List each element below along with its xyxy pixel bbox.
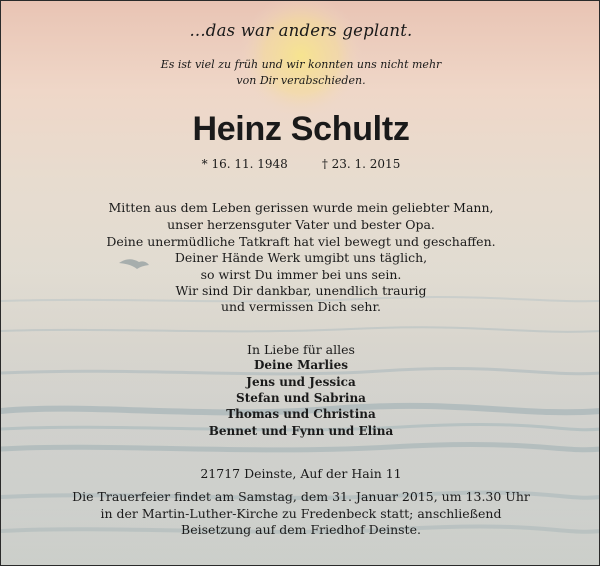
funeral-info-line: Beisetzung auf dem Friedhof Deinste.: [181, 522, 421, 537]
opening-line: ...das war anders geplant.: [189, 21, 413, 40]
funeral-info-line: in der Martin-Luther-Kirche zu Fredenbeck statt; anschließend: [100, 506, 502, 521]
poem-line: Wir sind Dir dankbar, unendlich traurig: [175, 283, 427, 298]
signature-name: Jens und Jessica: [246, 375, 356, 389]
poem-line: so wirst Du immer bei uns sein.: [200, 267, 402, 282]
signature-name: Thomas und Christina: [226, 407, 376, 421]
poem-line: und vermissen Dich sehr.: [220, 299, 382, 314]
family-address: 21717 Deinste, Auf der Hain 11: [200, 466, 402, 481]
signature-name: Deine Marlies: [253, 358, 349, 372]
poem-line: Deiner Hände Werk umgibt uns täglich,: [174, 250, 428, 265]
birth-date: * 16. 11. 1948: [201, 157, 288, 171]
signature-name: Bennet und Fynn und Elina: [208, 424, 394, 438]
poem-line: Mitten aus dem Leben gerissen wurde mein geliebter Mann,: [108, 200, 494, 215]
signature-intro: In Liebe für alles: [247, 342, 355, 357]
signature-name: Stefan und Sabrina: [236, 391, 366, 405]
notice-text: [1, 1, 600, 566]
funeral-info-line: Die Trauerfeier findet am Samstag, dem 31. Januar 2015, um 13.30 Uhr: [72, 489, 530, 504]
intro-line-2: von Dir verabschieden.: [236, 74, 366, 87]
life-dates: [1, 157, 600, 171]
death-date: † 23. 1. 2015: [321, 157, 401, 171]
deceased-name: Heinz Schultz: [192, 110, 410, 148]
intro-line-1: Es ist viel zu früh und wir konnten uns nicht mehr: [160, 58, 442, 71]
poem-line: unser herzensguter Vater und bester Opa.: [167, 217, 435, 232]
poem-line: Deine unermüdliche Tatkraft hat viel bewegt und geschaffen.: [106, 234, 496, 249]
